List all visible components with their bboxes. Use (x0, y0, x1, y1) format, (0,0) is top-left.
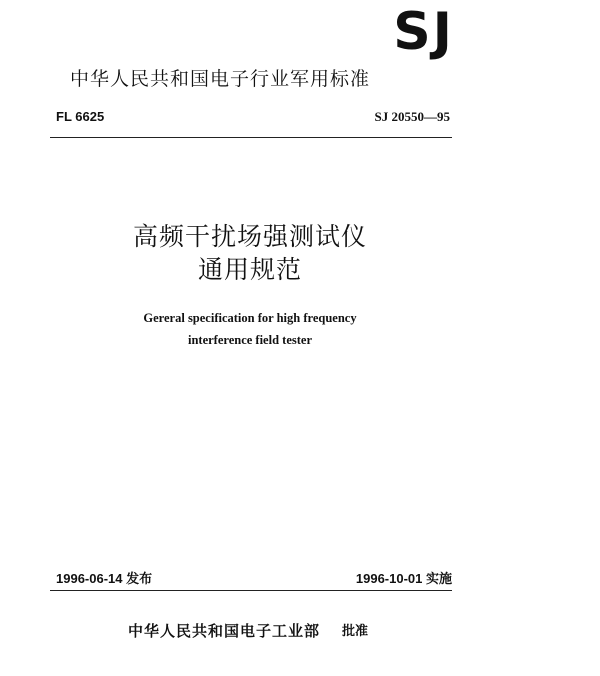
chinese-title-line-2: 通用规范 (197, 255, 302, 284)
issue-date: 1996-06-14 发布 (56, 571, 153, 586)
approval-label: 批准 (342, 624, 369, 639)
bottom-divider (50, 590, 452, 591)
chinese-title-line-1: 高频干扰场强测试仪 (132, 222, 367, 251)
english-title-line-1: Gereral specification for high frequency (143, 311, 357, 325)
sj-logo: SJ (393, 2, 454, 62)
implementation-date: 1996-10-01 实施 (355, 571, 452, 586)
top-divider (50, 137, 452, 138)
approving-authority: 中华人民共和国电子工业部 (128, 622, 321, 640)
standard-number: SJ 20550—95 (374, 109, 450, 124)
standard-category-title: 中华人民共和国电子行业军用标准 (70, 68, 371, 90)
fl-classification-code: FL 6625 (56, 109, 105, 124)
english-title-line-2: interference field tester (187, 333, 312, 347)
